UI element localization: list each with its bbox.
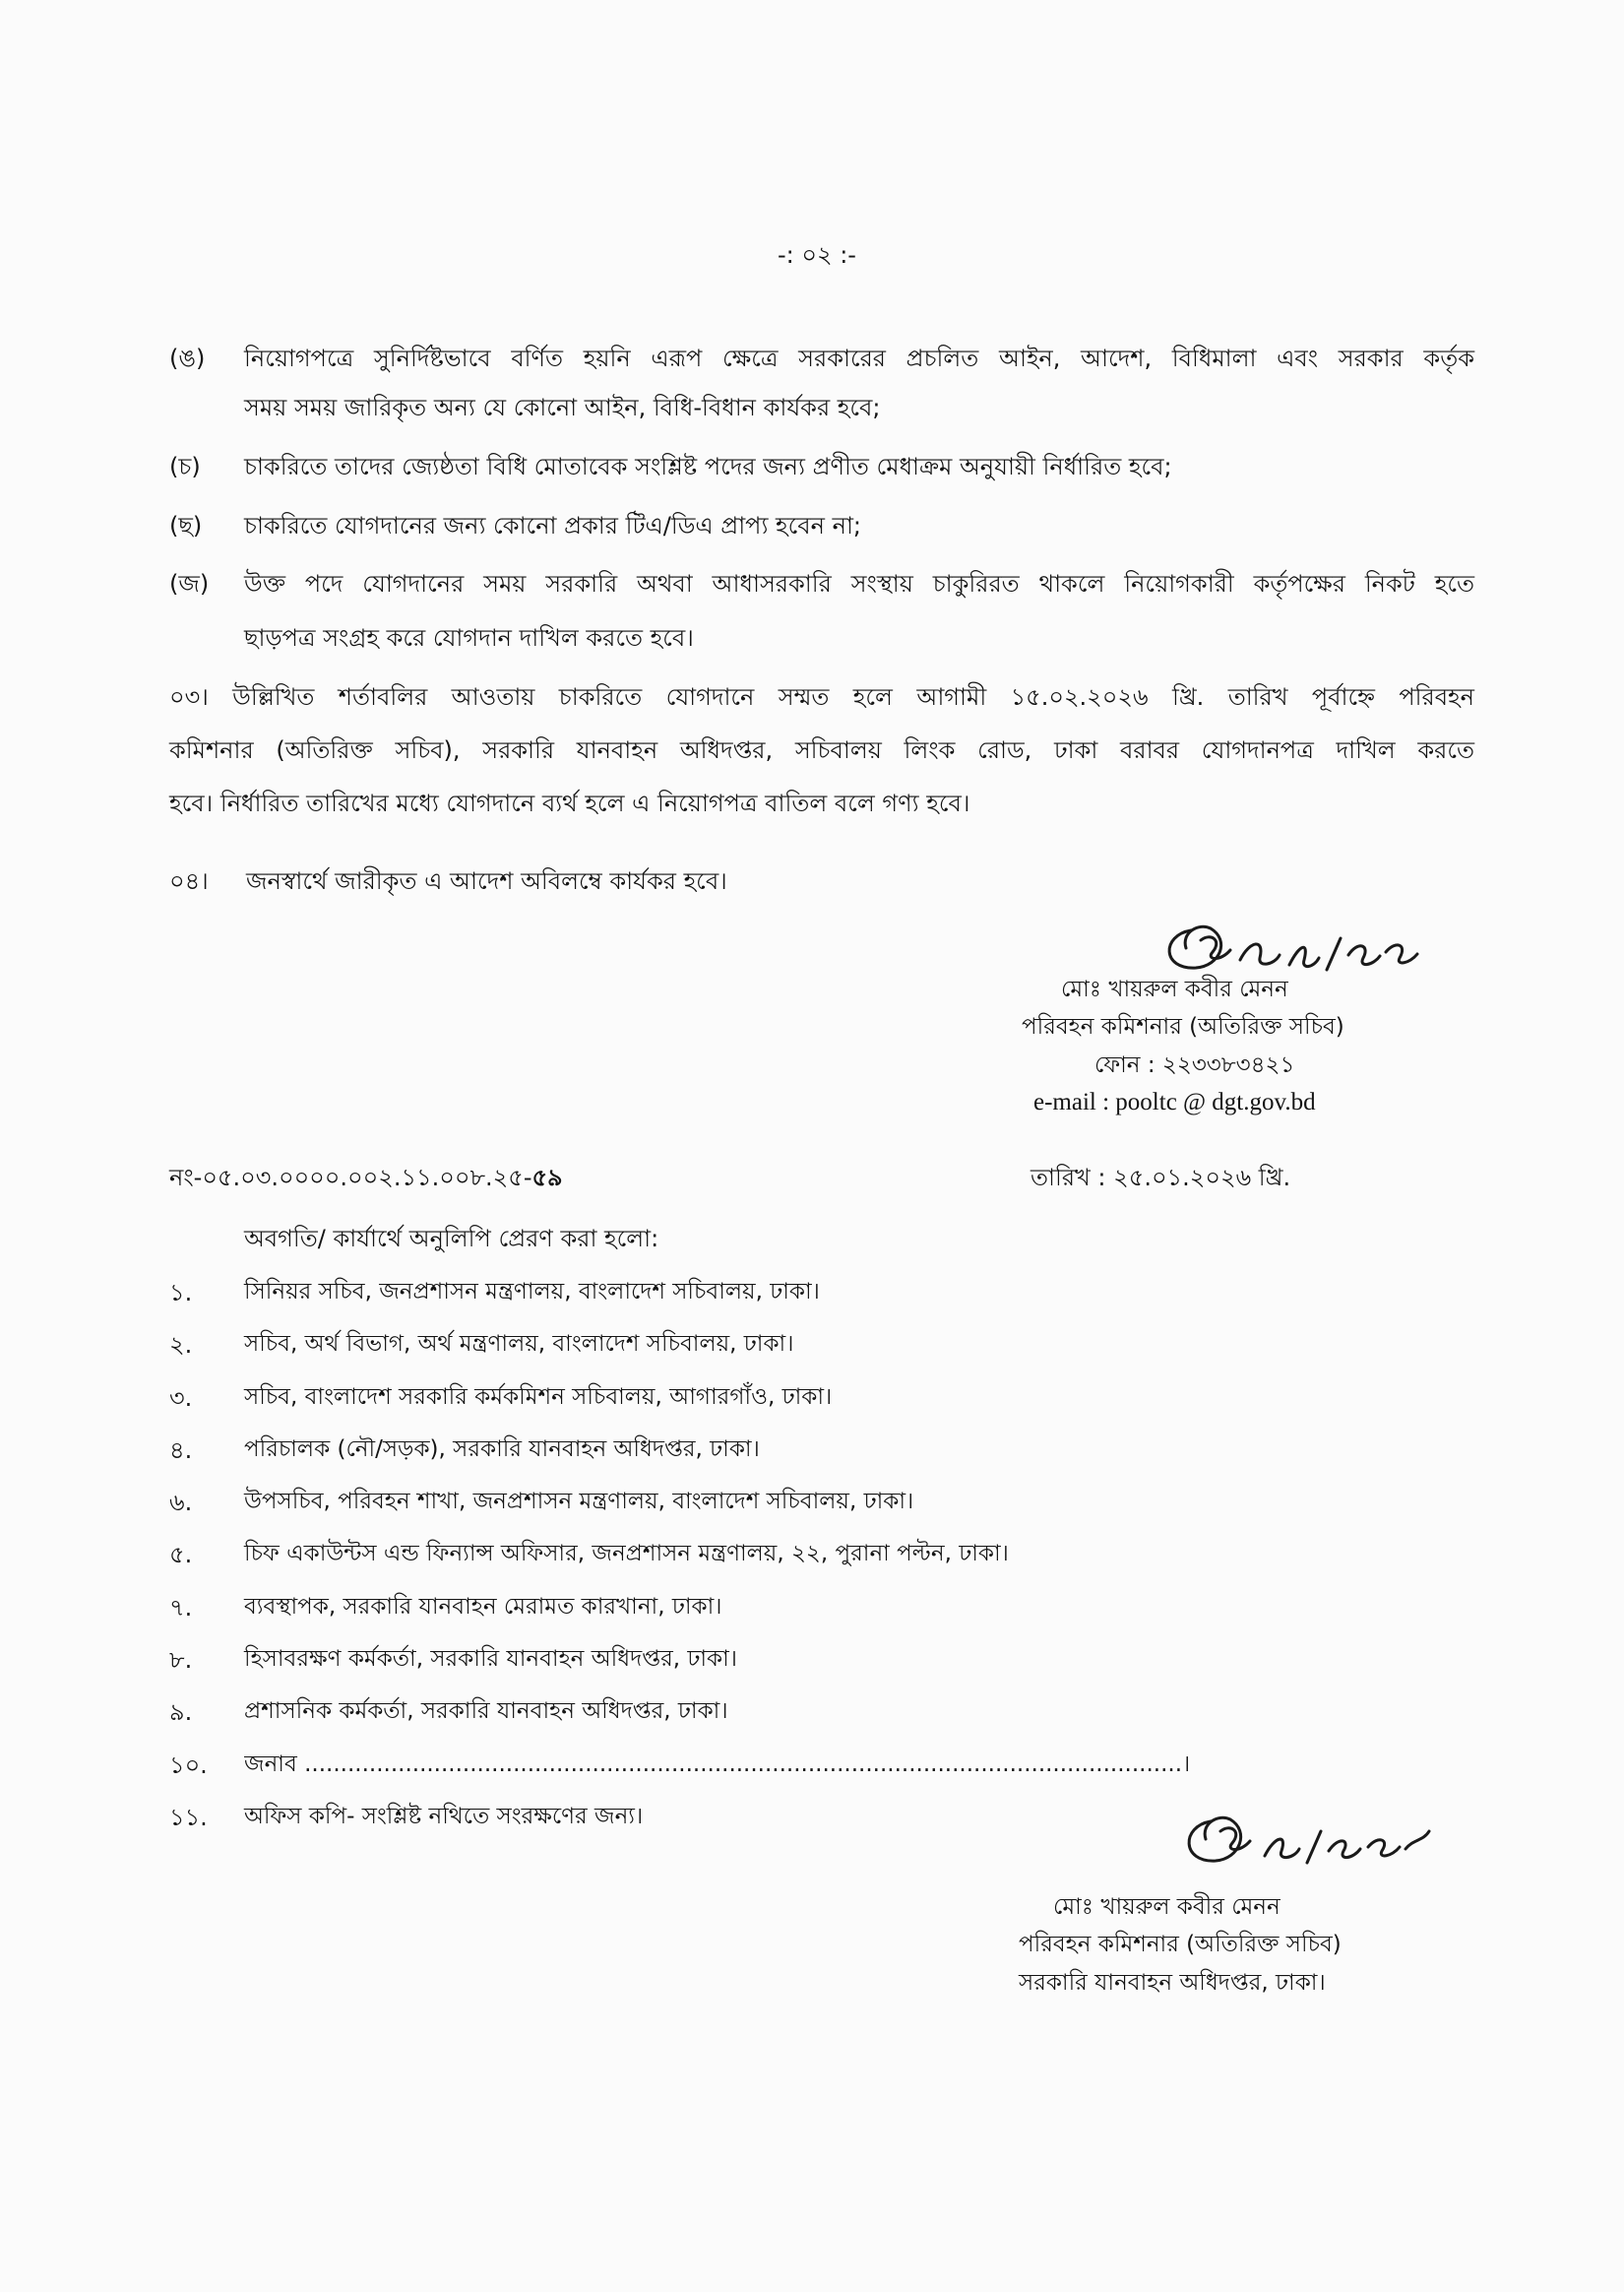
recipient-text: পরিচালক (নৌ/সড়ক), সরকারি যানবাহন অধিদপ্তর, ঢাকা। [244, 1436, 760, 1462]
memo-number [169, 1162, 563, 1193]
recipient-number: ৯. [169, 1698, 193, 1726]
recipient-number: ২. [169, 1331, 193, 1359]
memo-number-suffix: ৫৯ [531, 1164, 563, 1191]
condition-label: (জ) [169, 570, 210, 598]
recipient-number: ১০. [169, 1751, 208, 1779]
signatory-2-name: মোঃ খায়রুল কবীর মেনন [1053, 1894, 1280, 1920]
copy-heading: অবগতি/ কার্যার্থে অনুলিপি প্রেরণ করা হলো: [244, 1225, 659, 1252]
recipient-text: ব্যবস্থাপক, সরকারি যানবাহন মেরামত কারখানা, ঢাকা। [244, 1594, 722, 1620]
paragraph-03-line: কমিশনার (অতিরিক্ত সচিব), সরকারি যানবাহন অধিদপ্তর, সচিবালয় লিংক রোড, ঢাকা বরাবর যোগদানপত্র দাখিল করতে [169, 736, 1474, 764]
recipient-text: উপসচিব, পরিবহন শাখা, জনপ্রশাসন মন্ত্রণালয়, বাংলাদেশ সচিবালয়, ঢাকা। [244, 1489, 914, 1514]
recipient-text: চিফ একাউন্টস এন্ড ফিন্যান্স অফিসার, জনপ্রশাসন মন্ত্রণালয়, ২২, পুরানা পল্টন, ঢাকা। [244, 1541, 1009, 1566]
condition-text-line: চাকরিতে তাদের জ্যেষ্ঠতা বিধি মোতাবেক সংশ্লিষ্ট পদের জন্য প্রণীত মেধাক্রম অনুযায়ী নির্ধারিত হবে; [244, 453, 1172, 480]
recipient-number: ১১. [169, 1804, 208, 1831]
signatory-2-office: সরকারি যানবাহন অধিদপ্তর, ঢাকা। [1019, 1970, 1326, 1996]
recipient-number: ৪. [169, 1436, 193, 1464]
recipient-text: সিনিয়র সচিব, জনপ্রশাসন মন্ত্রণালয়, বাংলাদেশ সচিবালয়, ঢাকা। [244, 1279, 820, 1305]
condition-text-line: চাকরিতে যোগদানের জন্য কোনো প্রকার টিএ/ডিএ প্রাপ্য হবেন না; [244, 512, 861, 540]
recipient-text: হিসাবরক্ষণ কর্মকর্তা, সরকারি যানবাহন অধিদপ্তর, ঢাকা। [244, 1646, 738, 1672]
condition-text-line: উক্ত পদে যোগদানের সময় সরকারি অথবা আধাসরকারি সংস্থায় চাকুরিরত থাকলে নিয়োগকারী কর্তৃপক্ষের নিকট হতে [244, 570, 1474, 598]
signatory-2-designation: পরিবহন কমিশনার (অতিরিক্ত সচিব) [1019, 1932, 1342, 1957]
paragraph-04-text: জনস্বার্থে জারীকৃত এ আদেশ অবিলম্বে কার্যকর হবে। [246, 867, 727, 895]
recipient-number: ৫. [169, 1541, 193, 1568]
recipient-text: জনাব ..........................................................................................................................। [244, 1751, 1191, 1777]
recipient-text: সচিব, বাংলাদেশ সরকারি কর্মকমিশন সচিবালয়, আগারগাঁও, ঢাকা। [244, 1384, 833, 1410]
recipient-number: ৩. [169, 1384, 193, 1412]
memo-number-text: নং-০৫.০৩.০০০০.০০২.১১.০০৮.২৫- [169, 1164, 532, 1191]
paragraph-03-line: ০৩। উল্লিখিত শর্তাবলির আওতায় চাকরিতে যোগদানে সম্মত হলে আগামী ১৫.০২.২০২৬ খ্রি. তারিখ পূর্বাহ্নে পরিবহন [169, 683, 1474, 711]
signatory-1-email: e-mail : pooltc @ dgt.gov.bd [1033, 1089, 1316, 1115]
condition-label: (ঙ) [169, 345, 206, 372]
paragraph-04-label: ০৪। [169, 867, 209, 895]
recipient-number: ১. [169, 1279, 193, 1306]
recipient-text: প্রশাসনিক কর্মকর্তা, সরকারি যানবাহন অধিদপ্তর, ঢাকা। [244, 1698, 728, 1724]
signatory-1-designation: পরিবহন কমিশনার (অতিরিক্ত সচিব) [1022, 1014, 1344, 1040]
condition-text-line: সময় সময় জারিকৃত অন্য যে কোনো আইন, বিধি-বিধান কার্যকর হবে; [244, 394, 881, 421]
recipient-text: অফিস কপি- সংশ্লিষ্ট নথিতে সংরক্ষণের জন্য। [244, 1804, 644, 1829]
signatory-1-phone: ফোন : ২২৩৩৮৩৪২১ [1094, 1052, 1295, 1078]
condition-label: (চ) [169, 453, 201, 480]
page-number: -: ০২ :- [778, 241, 856, 269]
paragraph-03-line: হবে। নির্ধারিত তারিখের মধ্যে যোগদানে ব্যর্থ হলে এ নিয়োগপত্র বাতিল বলে গণ্য হবে। [169, 790, 970, 817]
recipient-number: ৬. [169, 1489, 193, 1516]
signature-2-mark [1171, 1802, 1437, 1880]
signatory-1-name: মোঃ খায়রুল কবীর মেনন [1061, 977, 1288, 1002]
recipient-number: ৮. [169, 1646, 193, 1674]
condition-label: (ছ) [169, 512, 203, 540]
condition-text-line: ছাড়পত্র সংগ্রহ করে যোগদান দাখিল করতে হবে। [244, 624, 694, 652]
memo-date: তারিখ : ২৫.০১.২০২৬ খ্রি. [1031, 1164, 1291, 1191]
condition-text-line: নিয়োগপত্রে সুনির্দিষ্টভাবে বর্ণিত হয়নি এরূপ ক্ষেত্রে সরকারের প্রচলিত আইন, আদেশ, বিধিমালা এবং সরকার কর্তৃক [244, 345, 1474, 372]
recipient-text: সচিব, অর্থ বিভাগ, অর্থ মন্ত্রণালয়, বাংলাদেশ সচিবালয়, ঢাকা। [244, 1331, 794, 1357]
recipient-number: ৭. [169, 1594, 193, 1622]
